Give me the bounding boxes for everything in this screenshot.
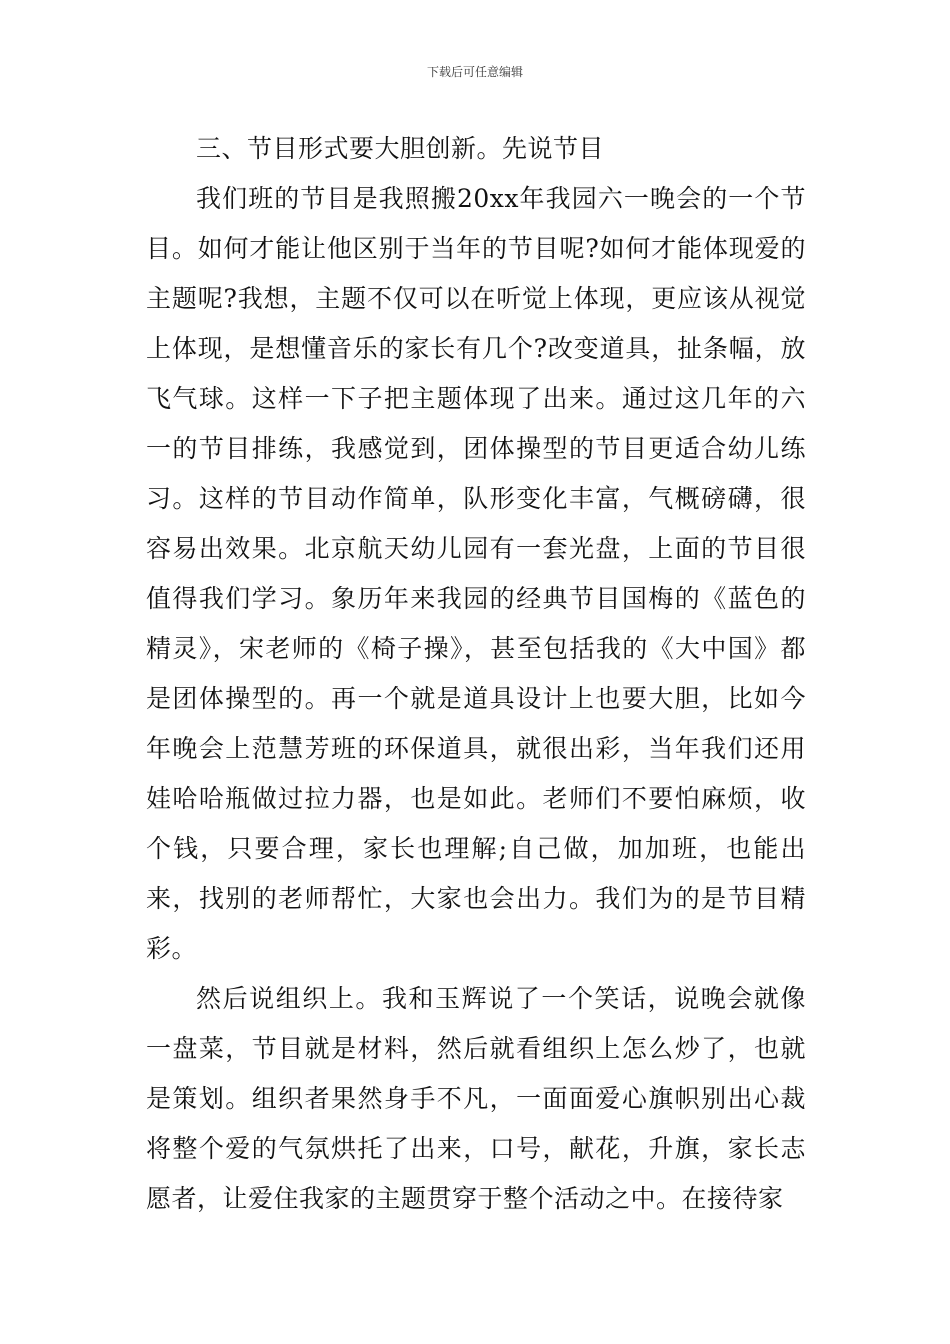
- body-paragraph: 我们班的节目是我照搬20xx年我园六一晚会的一个节目。如何才能让他区别于当年的节目呢?如何才能体现爱的主题呢?我想，主题不仅可以在听觉上体现，更应该从视觉上体现，是想懂音乐的家长有几个?改变道具，扯条幅，放飞气球。这样一下子把主题体现了出来。通过这几年的六一的节目排练，我感觉到，团体操型的节目更适合幼儿练习。这样的节目动作简单，队形变化丰富，气概磅礴，很容易出效果。北京航天幼儿园有一套光盘，上面的节目很值得我们学习。象历年来我园的经典节目国梅的《蓝色的精灵》，宋老师的《椅子操》，甚至包括我的《大中国》都是团体操型的。再一个就是道具设计上也要大胆，比如今年晚会上范慧芳班的环保道具，就很出彩，当年我们还用娃哈哈瓶做过拉力器，也是如此。老师们不要怕麻烦，收个钱，只要合理，家长也理解;自己做，加加班，也能出来，找别的老师帮忙，大家也会出力。我们为的是节目精彩。: [146, 184, 806, 963]
- document-body: [146, 124, 806, 1224]
- page-header: 下载后可任意编辑: [426, 65, 523, 79]
- section-heading-paragraph: 三、节目形式要大胆创新。先说节目: [196, 134, 605, 163]
- body-paragraph: 然后说组织上。我和玉辉说了一个笑话，说晚会就像一盘菜，节目就是材料，然后就看组织上怎么炒了，也就是策划。组织者果然身手不凡，一面面爱心旗帜别出心裁将整个爱的气氛烘托了出来，口号，献花，升旗，家长志愿者，让爱住我家的主题贯穿于整个活动之中。在接待家: [146, 984, 806, 1213]
